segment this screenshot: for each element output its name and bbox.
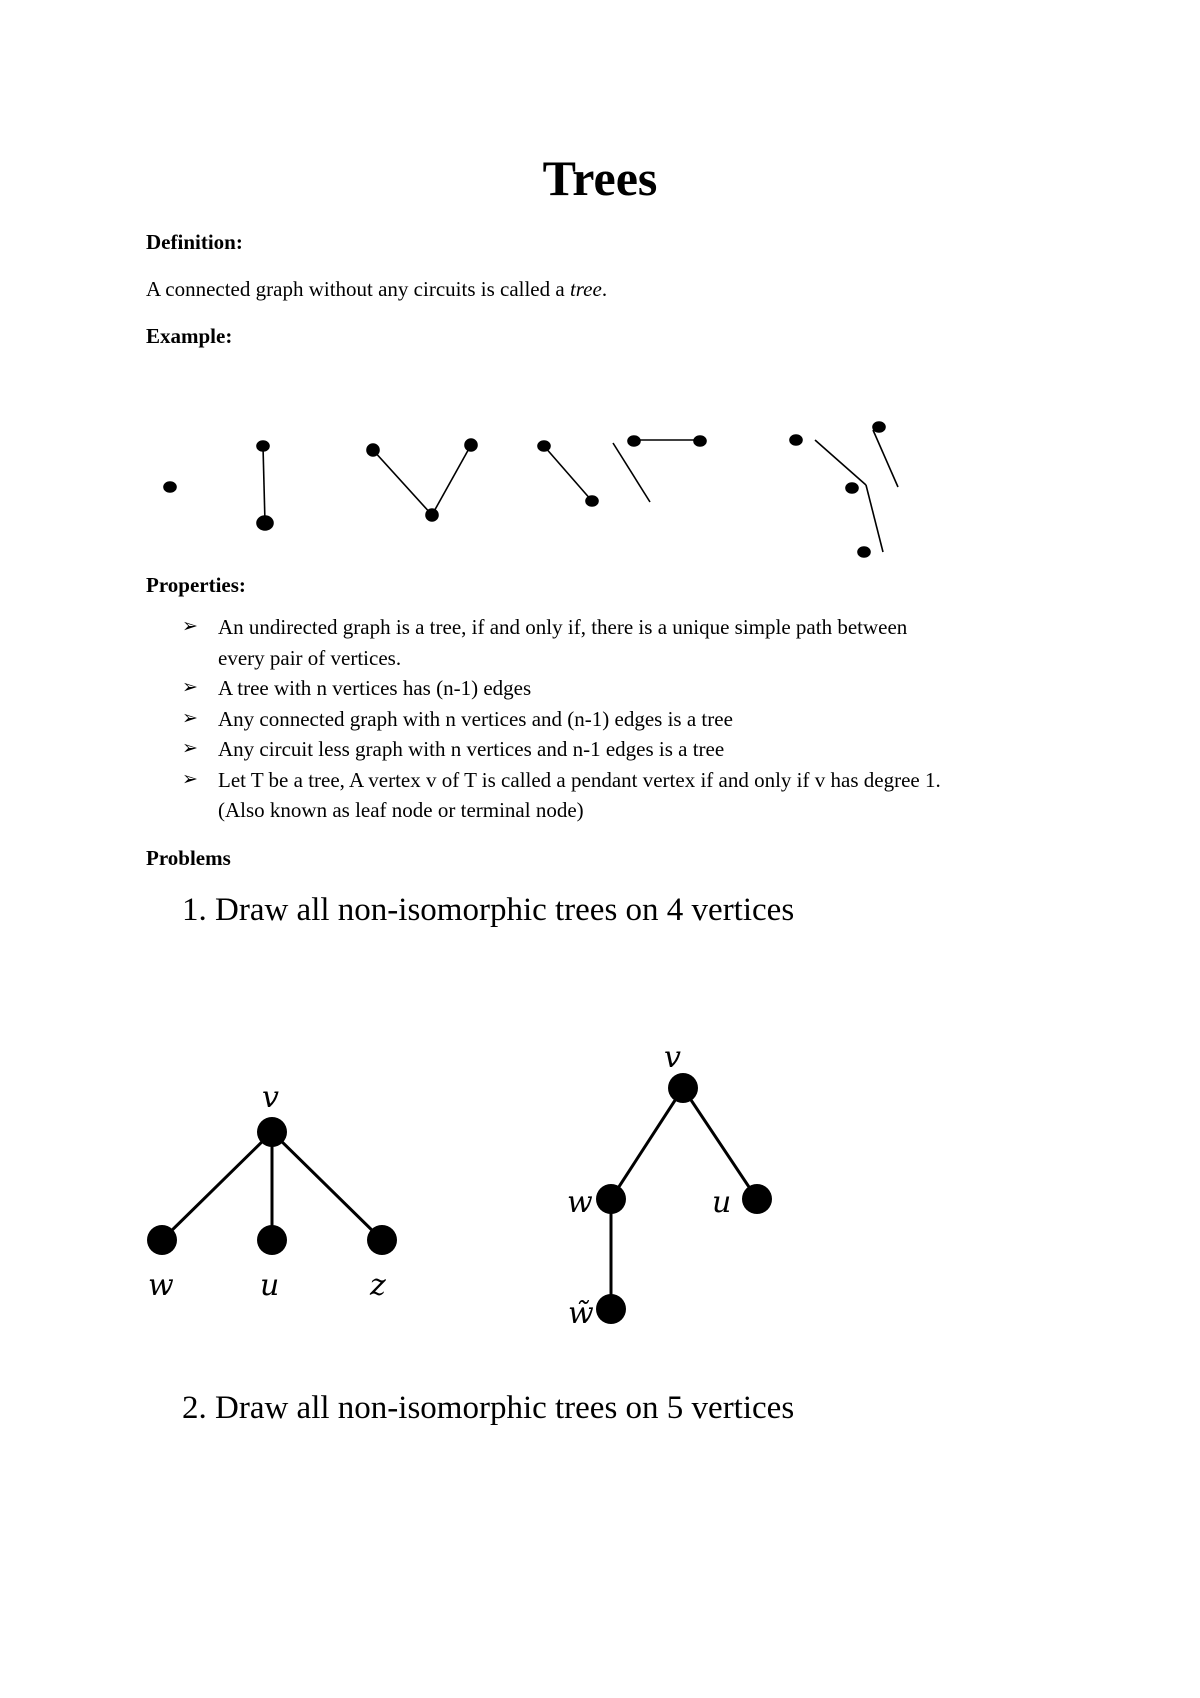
- property-item: [182, 765, 1102, 826]
- example-trees: [164, 422, 898, 557]
- example-tree-two-vertices: [257, 441, 273, 530]
- tree-path-label-w: w: [567, 1185, 593, 1220]
- problem-2: 2. Draw all non-isomorphic trees on 5 vertices: [182, 1390, 795, 1426]
- definition-term: tree: [569, 277, 602, 301]
- tree-path-label-v: v: [664, 1040, 681, 1075]
- property-item: [182, 673, 1102, 704]
- example-tree-single-vertex: [164, 482, 176, 492]
- page-title: Trees: [542, 150, 658, 206]
- definition-text-before: A connected graph without any circuits is called a: [146, 277, 570, 301]
- tree-star-label-w: w: [148, 1268, 174, 1303]
- property-line: Let T be a tree, A vertex v of T is called a pendant vertex if and only if v has degree 1.: [218, 767, 941, 792]
- property-item: [182, 734, 1102, 765]
- definition-text-after: .: [601, 277, 608, 301]
- tree-path-label-u: u: [712, 1185, 732, 1220]
- property-item: [182, 612, 1102, 673]
- tree-star: [147, 1080, 397, 1303]
- arrow-bullet-icon: ➢: [182, 707, 198, 729]
- example-heading: Example:: [146, 324, 233, 348]
- example-tree-three-vertices: [367, 439, 477, 521]
- tree-star-label-z: z: [370, 1268, 386, 1303]
- property-line-continued: every pair of vertices.: [218, 645, 402, 670]
- tree-path-label-w-tilde: w̃: [568, 1296, 594, 1331]
- property-line: An undirected graph is a tree, if and only if, there is a unique simple path between: [218, 615, 908, 639]
- arrow-bullet-icon: ➢: [182, 677, 198, 698]
- problem-1: 1. Draw all non-isomorphic trees on 4 vertices: [182, 892, 795, 928]
- property-line: Any connected graph with n vertices and (n-1) edges is a tree: [218, 706, 733, 731]
- example-tree-five-vertices: [790, 422, 898, 557]
- property-line: A tree with n vertices has (n-1) edges: [218, 676, 532, 700]
- property-item: [182, 704, 1102, 735]
- arrow-bullet-icon: ➢: [182, 738, 198, 759]
- problems-heading: Problems: [146, 846, 231, 870]
- tree-path: [567, 1040, 772, 1331]
- arrow-bullet-icon: ➢: [182, 768, 198, 790]
- properties-heading: Properties:: [146, 573, 246, 597]
- tree-star-label-u: u: [260, 1268, 280, 1303]
- definition-heading: Definition:: [146, 230, 243, 254]
- property-line-continued: (Also known as leaf node or terminal node): [218, 798, 584, 822]
- example-tree-four-vertices: [538, 436, 706, 506]
- property-line: Any circuit less graph with n vertices and n-1 edges is a tree: [218, 737, 725, 761]
- tree-star-label-v: v: [262, 1080, 279, 1115]
- arrow-bullet-icon: ➢: [182, 616, 198, 637]
- properties-list: [182, 612, 1102, 826]
